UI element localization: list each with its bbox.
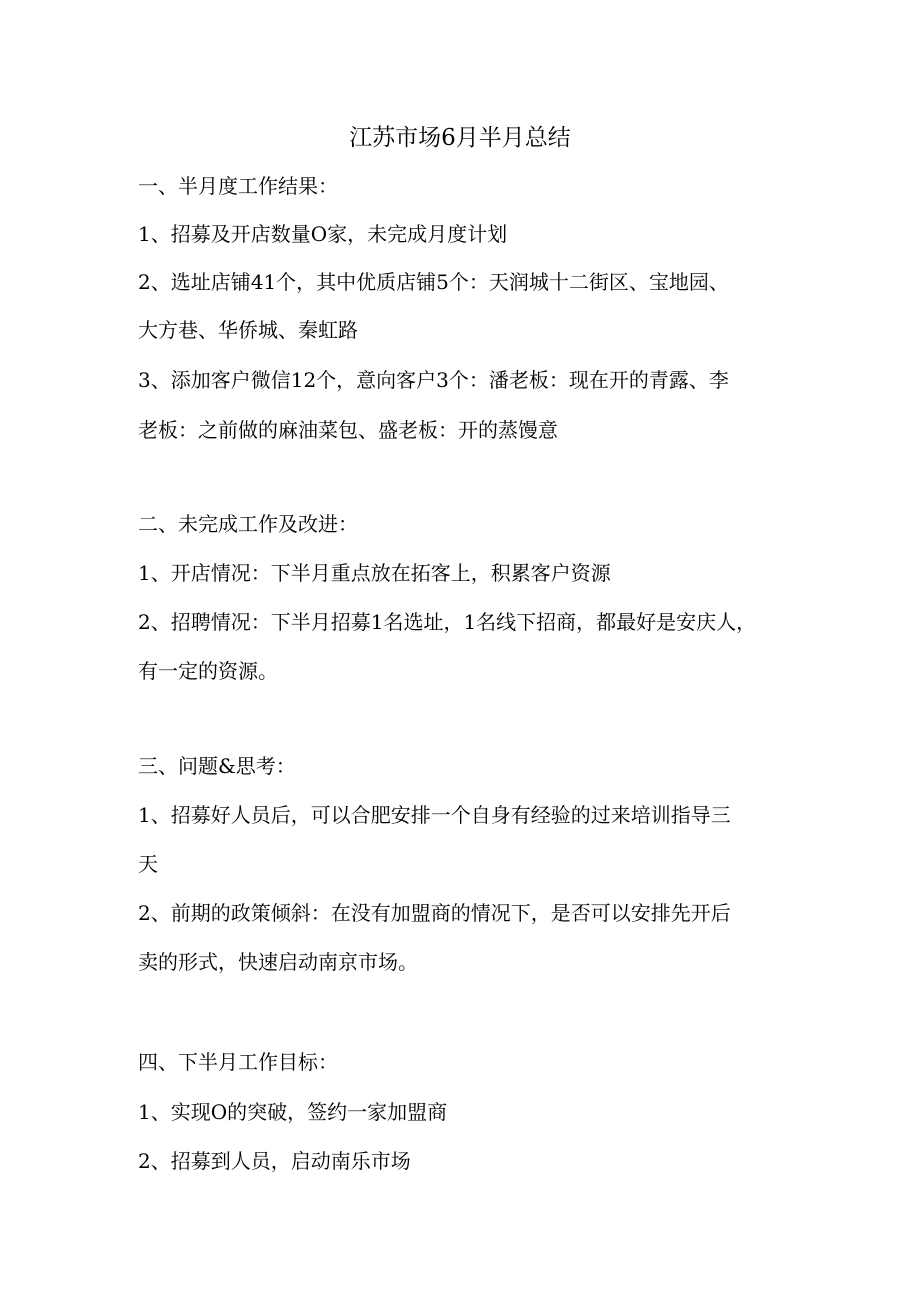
section-1-line-4: 3、添加客户微信12个，意向客户3个：潘老板：现在开的青露、李	[138, 368, 729, 392]
section-3-line-4: 卖的形式，快速启动南京市场。	[138, 950, 418, 974]
section-2-line-1: 1、开店情况：下半月重点放在拓客上，积累客户资源	[138, 561, 611, 585]
section-heading-3: 三、问题&思考：	[138, 754, 296, 778]
section-3-line-3: 2、前期的政策倾斜：在没有加盟商的情况下，是否可以安排先开后	[138, 901, 731, 925]
document-title: 江苏市场6月半月总结	[349, 125, 571, 151]
section-4-line-1: 1、实现O的突破，签约一家加盟商	[138, 1100, 448, 1124]
section-heading-1: 一、半月度工作结果：	[138, 174, 338, 198]
section-4-line-2: 2、招募到人员，启动南乐市场	[138, 1149, 411, 1173]
section-3-line-2: 天	[138, 852, 158, 876]
section-heading-2: 二、未完成工作及改进：	[138, 512, 358, 536]
section-3-line-1: 1、招募好人员后，可以合肥安排一个自身有经验的过来培训指导三	[138, 803, 731, 827]
section-1-line-5: 老板：之前做的麻油菜包、盛老板：开的蒸馒意	[138, 418, 558, 442]
section-2-line-3: 有一定的资源。	[138, 659, 278, 683]
section-heading-4: 四、下半月工作目标：	[138, 1050, 338, 1074]
section-1-line-1: 1、招募及开店数量O家，未完成月度计划	[138, 222, 508, 246]
section-2-line-2: 2、招聘情况：下半月招募1名选址，1名线下招商，都最好是安庆人，	[138, 610, 757, 634]
section-1-line-2: 2、选址店铺41个，其中优质店铺5个：天润城十二街区、宝地园、	[138, 270, 729, 294]
section-1-line-3: 大方巷、华侨城、秦虹路	[138, 318, 358, 342]
